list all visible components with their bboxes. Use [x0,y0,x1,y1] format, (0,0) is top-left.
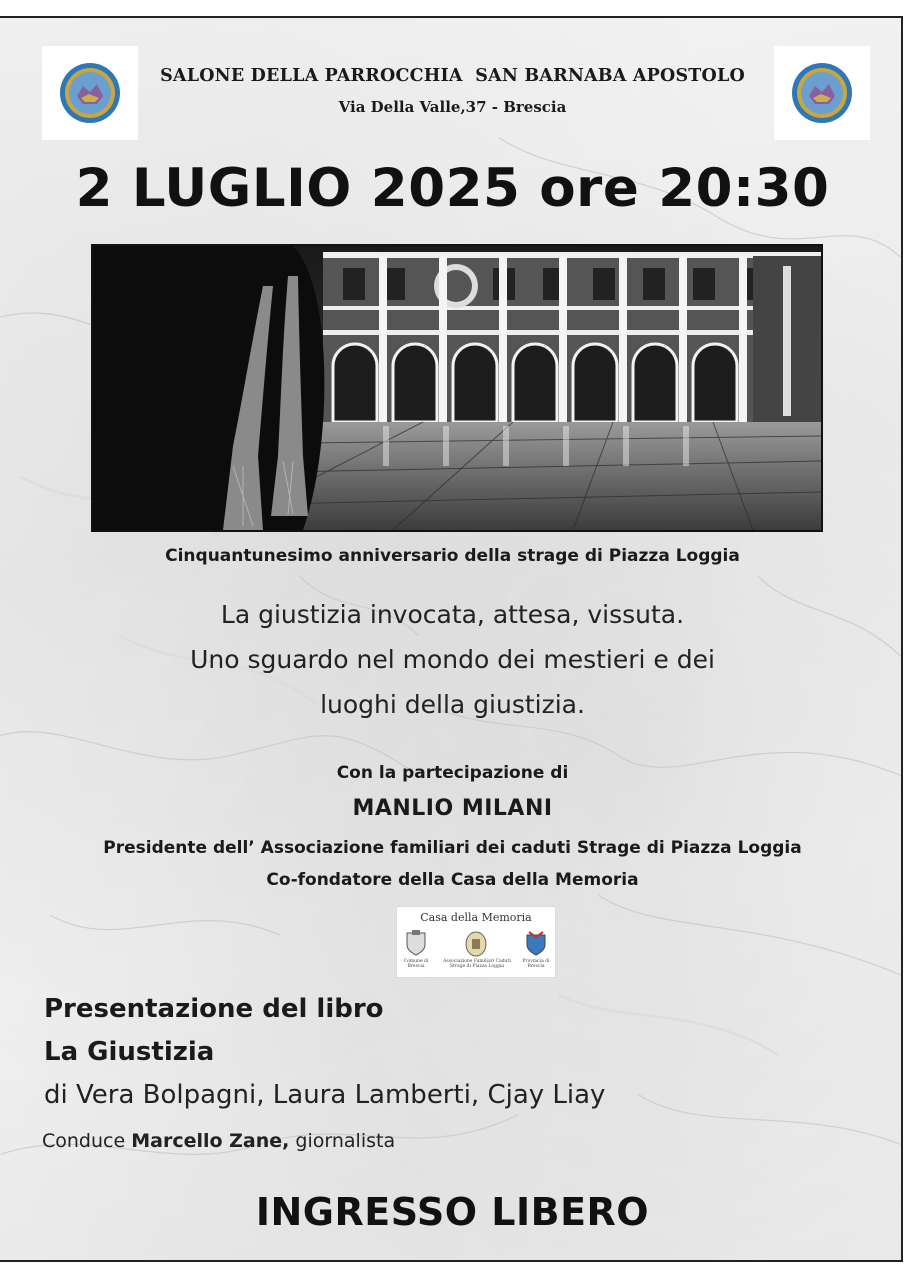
association-crest-icon [463,929,489,957]
book-title: La Giustizia [44,1037,215,1067]
guest-name: MANLIO MILANI [352,796,553,821]
piazza-loggia-photo [91,244,823,532]
seal-icon [791,62,853,124]
provincia-crest-icon [523,929,549,957]
host-prefix: Conduce [42,1130,132,1152]
seal-icon [59,62,121,124]
tagline-line: La giustizia invocata, attesa, vissuta. [220,600,685,629]
logo-label-line: Associazione Familiari Caduti [443,959,511,964]
tagline-line: Uno sguardo nel mondo dei mestieri e dei [190,645,715,674]
comune-crest-icon [403,929,429,957]
venue-address: Via Della Valle,37 - Brescia [338,98,567,116]
host-line [42,1130,395,1152]
comune-logo-left [42,46,138,140]
comune-logo-right [774,46,870,140]
logo-label: Provincia di Brescia [522,959,550,969]
logo-title: Casa della Memoria [420,911,532,924]
participation-intro: Con la partecipazione di [336,763,569,783]
book-presentation-label: Presentazione del libro [44,994,384,1024]
venue-name: SALONE DELLA PARROCCHIA SAN BARNABA APOSTOLO [160,66,745,86]
guest-role: Presidente dell’ Associazione familiari dei caduti Strage di Piazza Loggia [103,838,802,858]
poster [0,16,903,1262]
logo-label: Comune di Brescia [403,959,429,969]
tagline-line: luoghi della giustizia. [320,690,585,719]
logo-label-line: Strage di Piazza Loggia [449,964,505,969]
guest-role: Co-fondatore della Casa della Memoria [266,870,639,890]
free-entry: INGRESSO LIBERO [255,1190,650,1234]
anniversary-caption: Cinquantunesimo anniversario della strage di Piazza Loggia [165,546,740,566]
book-authors: di Vera Bolpagni, Laura Lamberti, Cjay Liay [44,1080,606,1110]
event-datetime: 2 LUGLIO 2025 ore 20:30 [75,158,830,219]
host-name: Marcello Zane, [131,1130,290,1152]
casa-della-memoria-logo [396,906,556,978]
logo-label [441,959,513,969]
host-suffix: giornalista [289,1130,396,1152]
